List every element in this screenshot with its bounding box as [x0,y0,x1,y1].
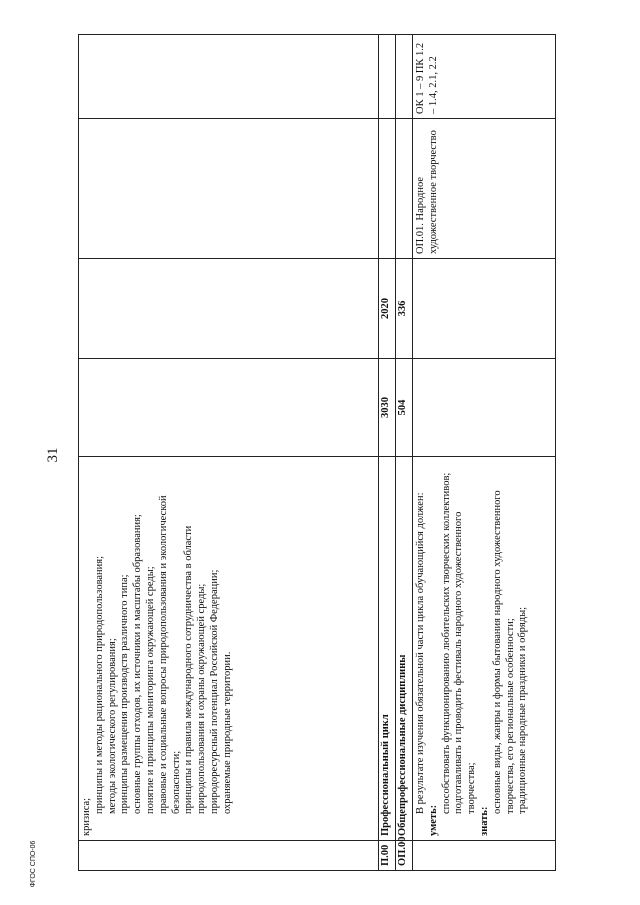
text-line: природоресурсный потенциал Российской Федерации; [208,569,220,814]
index-cell [79,841,379,871]
knowledge-cell [413,457,556,841]
index-cell [413,841,556,871]
section-title: Профессиональный цикл [379,457,396,841]
text-line: методы экологического регулирования; [106,638,118,814]
text-line: принципы размещения производств различного типа; [119,574,131,814]
text-line: подготавливать и проводить фестиваль народного художественного творчества; [453,511,478,814]
text-line: основные группы отходов, их источники и масштабы образования; [132,514,144,814]
section-code: ОП.00 [396,841,413,871]
text-line: способствовать функционированию любительских творческих коллективов; [440,472,452,814]
table-row [396,35,413,871]
max-load-cell [79,359,379,457]
table-row [413,35,556,871]
text-line: знать: [478,806,490,836]
max-load-value: 504 [396,359,413,457]
text-line: принципы и методы рационального природопользования; [93,555,105,814]
discipline-cell [396,119,413,259]
section-code: П.00 [379,841,396,871]
discipline-name: ОП.01. Народное художественное творчество [413,119,556,259]
required-load-value: 2020 [379,259,396,359]
max-load-cell [413,359,556,457]
footer-stamp: ФГОС СПО-06 [30,840,37,888]
text-line: правовые и социальные вопросы природопользования и экологической безопасности; [157,495,182,814]
max-load-value: 3030 [379,359,396,457]
curriculum-table [78,35,556,871]
text-line: принципы и правила международного сотрудничества в области природопользования и охраны окружающей среды; [183,525,208,814]
required-load-cell [79,259,379,359]
knowledge-cell [79,457,379,841]
discipline-cell [379,119,396,259]
text-line: уметь: [427,804,439,836]
discipline-cell [79,119,379,259]
competency-cell [396,35,413,119]
text-line: основные виды, жанры и формы бытования народного художественного творчества, его региональные особенности; [491,490,516,814]
required-load-value: 336 [396,259,413,359]
competency-cell [79,35,379,119]
text-line: понятие и принципы мониторинга окружающей среды; [144,566,156,814]
text-line: традиционные народные праздники и обряды; [517,606,529,814]
competency-cell [379,35,396,119]
competency-codes: ОК 1 – 9 ПК 1.2 – 1.4, 2.1, 2.2 [413,35,556,119]
page-number: 31 [45,447,61,463]
text-line: охраняемые природные территории. [221,651,233,814]
text-line: В результате изучения обязательной части цикла обучающийся должен: [415,492,426,814]
table-row [79,35,379,871]
required-load-cell [413,259,556,359]
table-row [379,35,396,871]
text-line: кризиса; [81,797,92,836]
section-title: Общепрофессиональные дисциплины [396,457,413,841]
